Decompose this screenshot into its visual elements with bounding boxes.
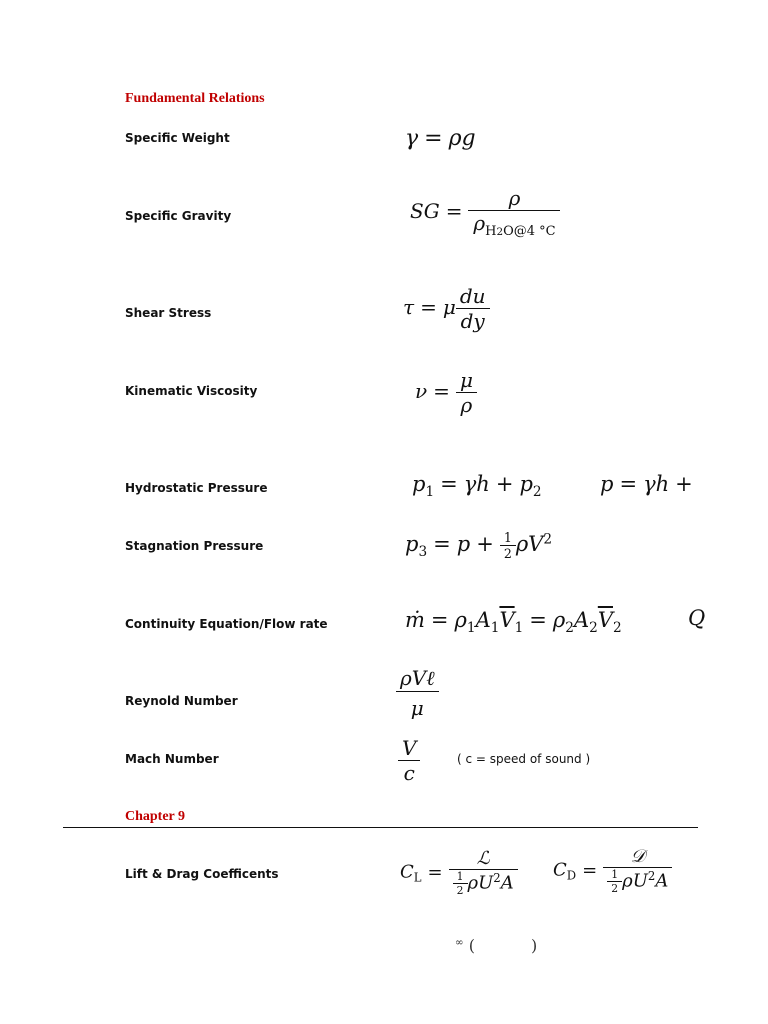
section-heading-chapter-9: Chapter 9 [125, 809, 186, 824]
label-specific-gravity: Specific Gravity [125, 209, 232, 223]
equation-kinematic-viscosity: ν = $\frac{\mu}{\rho}$ [415, 368, 477, 417]
equation-drag-coefficient: $C_D$ = 𝒟 $\frac{1}{2}$ $\rho U^2A$ [553, 846, 672, 895]
label-hydrostatic-pressure: Hydrostatic Pressure [125, 481, 268, 495]
equation-shear-stress: τ = μ $\frac{du}{dy}$ [403, 284, 490, 333]
equation-mach-number: $\frac{V}{c}$ [398, 736, 420, 785]
label-mach-number: Mach Number [125, 752, 219, 766]
equation-specific-weight: γ = ρg [405, 126, 476, 151]
equation-reynold-number: $\frac{\text{ρVℓ}}{\mu}$ [396, 666, 439, 720]
equation-continuity: ṁ = $\rho_1A_1\overline{V}_1 = \rho_2A_2\overline{V}_2$ [405, 608, 622, 636]
label-continuity-equation: Continuity Equation/Flow rate [125, 617, 328, 631]
label-specific-weight: Specific Weight [125, 131, 230, 145]
label-reynold-number: Reynold Number [125, 694, 238, 708]
label-lift-drag-coefficients: Lift & Drag Coefficents [125, 867, 279, 881]
equation-stagnation-pressure: $p_3 = p$ + $\frac{1}{2}$ $\rho V^2$ [405, 530, 553, 561]
equation-hydrostatic-pressure-2: p = γh + [600, 472, 693, 496]
section-divider [63, 827, 698, 828]
equation-hydrostatic-pressure-1: $p_1 = \gamma h + p_2$ [412, 472, 542, 500]
equation-partial-cutoff: ∞ ( ) [455, 936, 538, 955]
label-kinematic-viscosity: Kinematic Viscosity [125, 384, 258, 398]
section-heading-fundamental-relations: Fundamental Relations [125, 91, 265, 106]
equation-continuity-cutoff: Q [688, 606, 706, 630]
mach-number-note: ( c = speed of sound ) [457, 752, 591, 766]
equation-lift-coefficient: $C_L$ = ℒ $\frac{1}{2}$ $\rho U^2A$ [400, 848, 518, 897]
equation-specific-gravity: SG = $\frac{\rho}{\rho_{H2O@4 ^\circ C}}$ [410, 186, 560, 239]
label-stagnation-pressure: Stagnation Pressure [125, 539, 264, 553]
label-shear-stress: Shear Stress [125, 306, 212, 320]
